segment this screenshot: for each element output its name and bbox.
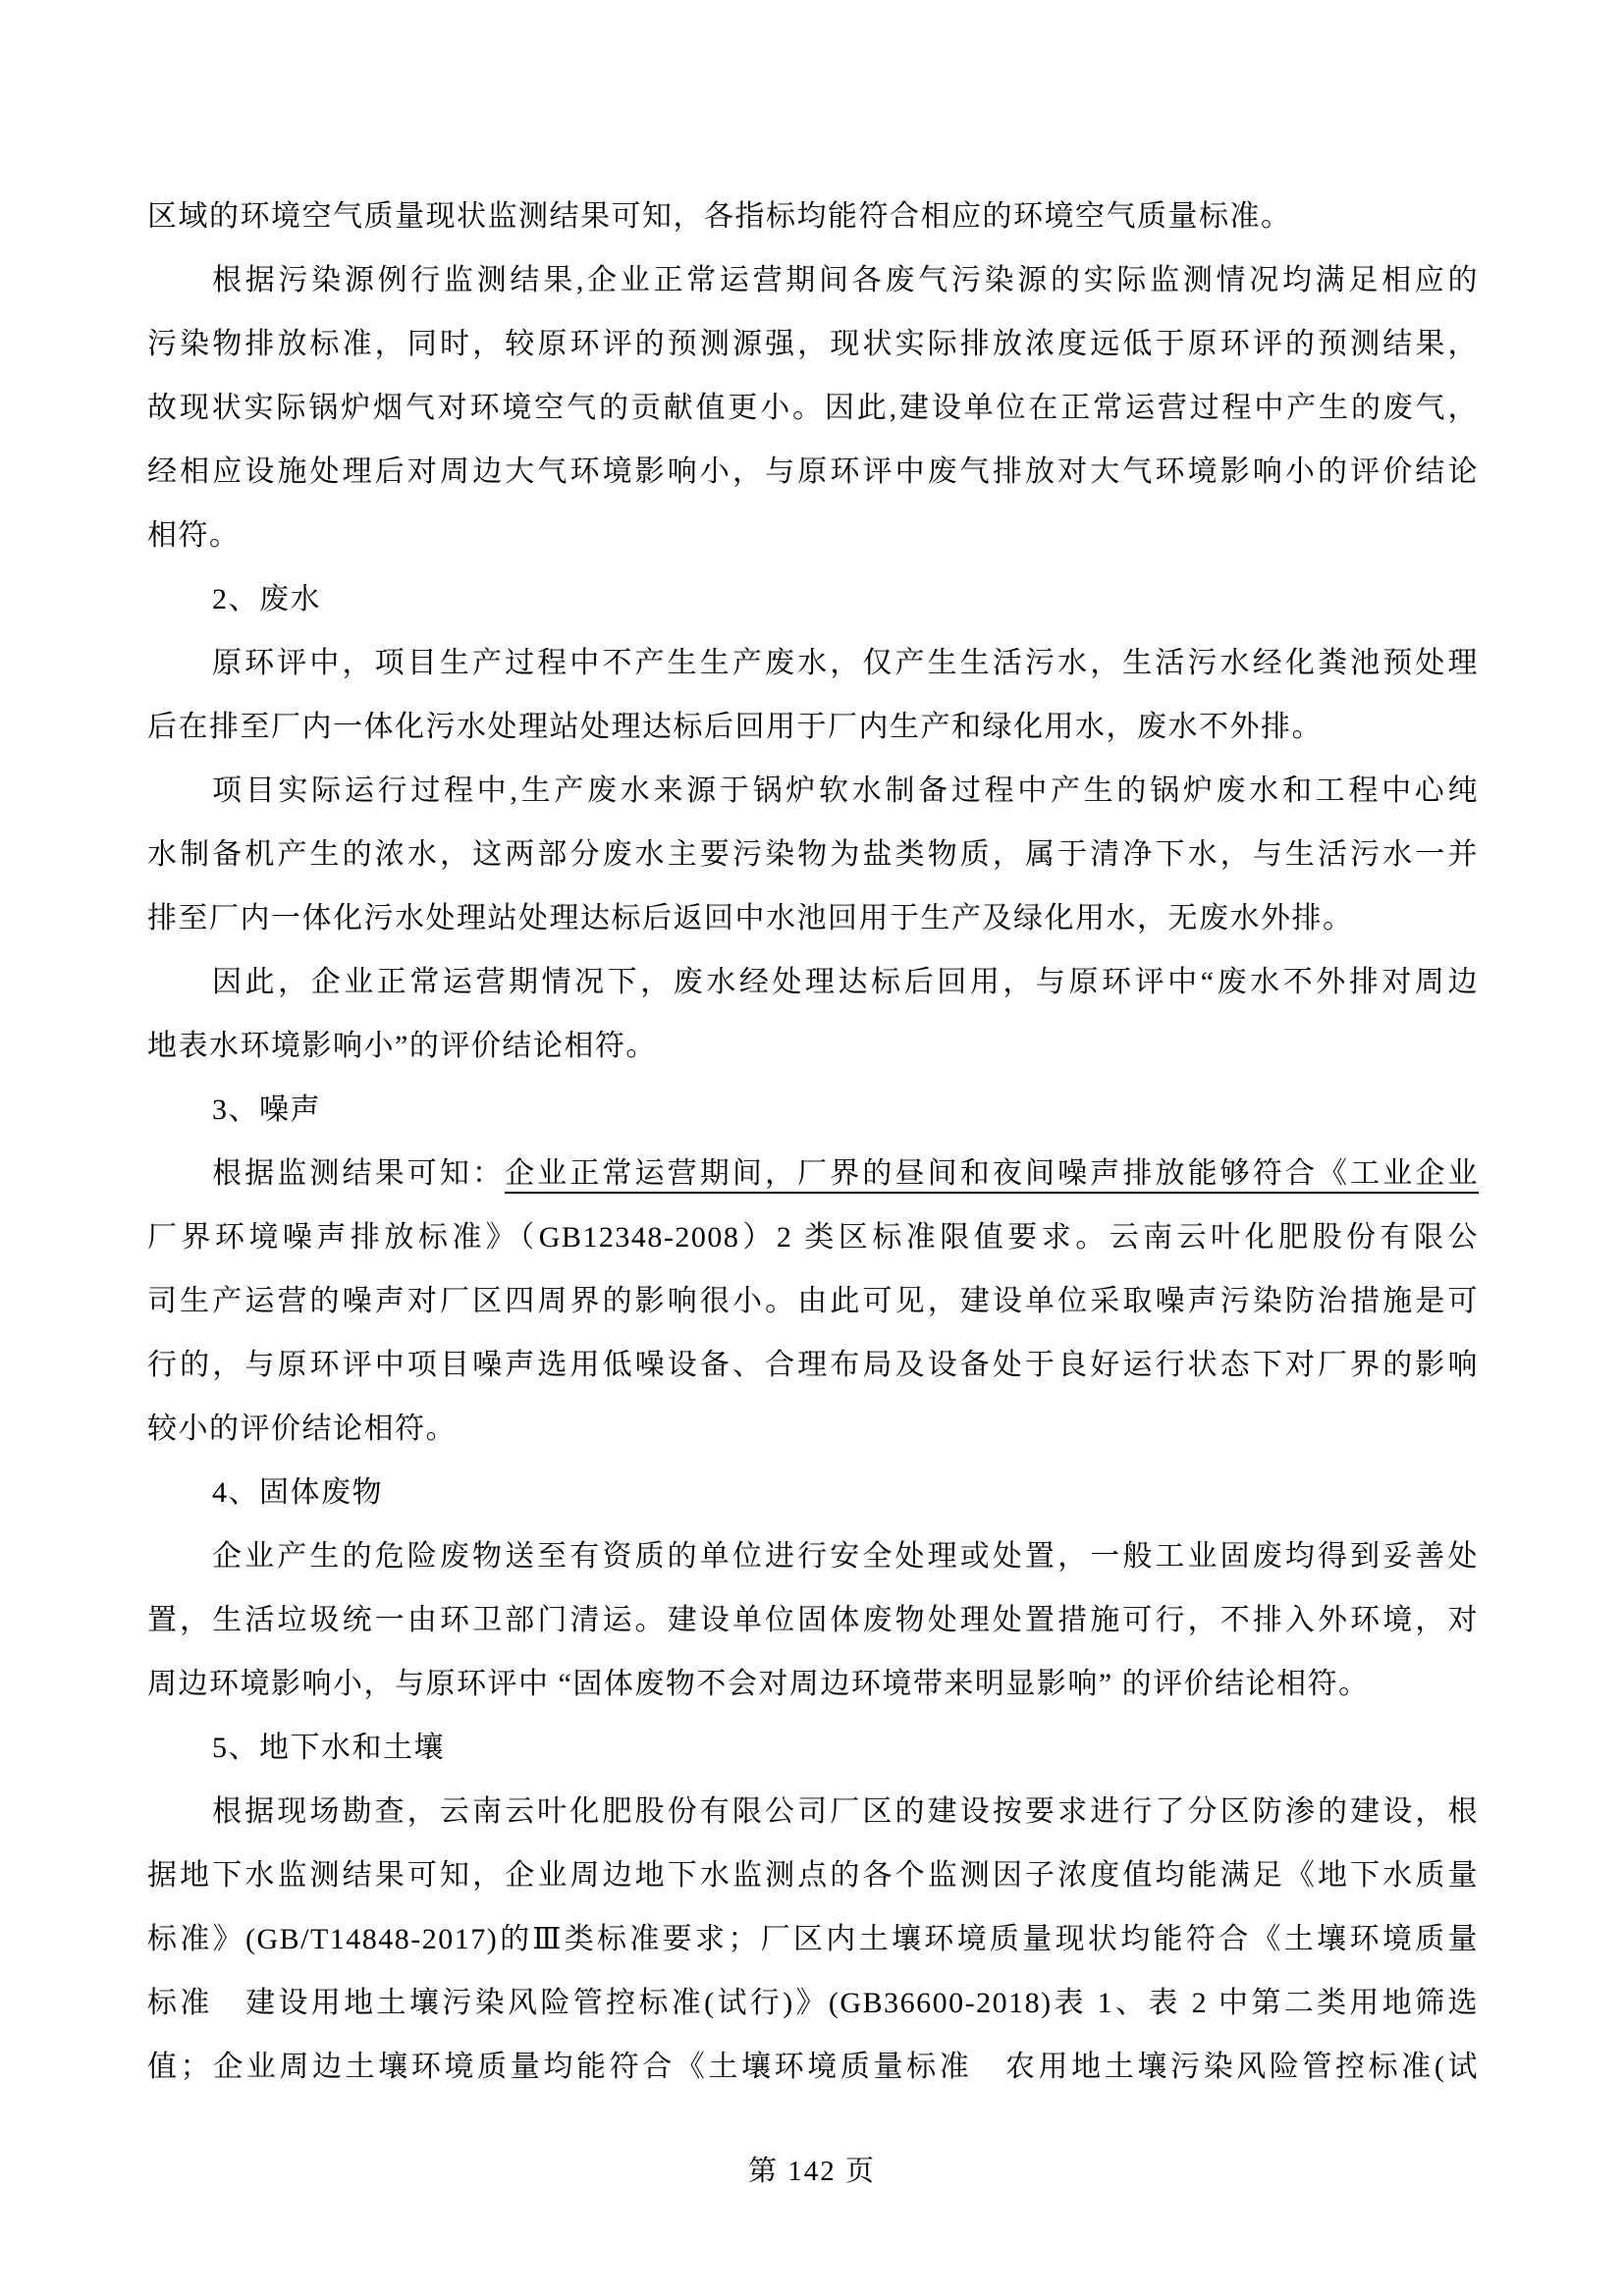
text-line [147, 759, 1479, 823]
page-footer [0, 2152, 1624, 2191]
text-line [147, 695, 1479, 759]
section-heading [147, 567, 1479, 631]
section-heading [147, 1716, 1479, 1780]
text-run: 标准 建设用地土壤污染风险管控标准(试行)》(GB36600-2018)表 1、表 2 中第二类用地筛选 [147, 1987, 1479, 2019]
text-line [147, 1652, 1479, 1716]
text-run: 相符。 [147, 519, 241, 552]
text-run: 据地下水监测结果可知，企业周边地下水监测点的各个监测因子浓度值均能满足《地下水质量 [147, 1859, 1479, 1892]
text-line [147, 2035, 1479, 2099]
text-run: 根据监测结果可知： [212, 1157, 506, 1190]
text-run: 根据现场勘查，云南云叶化肥股份有限公司厂区的建设按要求进行了分区防渗的建设，根 [212, 1795, 1479, 1828]
text-line [147, 950, 1479, 1014]
text-line [147, 440, 1479, 504]
text-line [147, 1907, 1479, 1971]
text-line [147, 504, 1479, 567]
text-line [147, 376, 1479, 440]
text-line [147, 1780, 1479, 1843]
text-run: 司生产运营的噪声对厂区四周界的影响很小。由此可见，建设单位采取噪声污染防治措施是可 [147, 1285, 1479, 1317]
text-line [147, 631, 1479, 695]
text-run: 经相应设施处理后对周边大气环境影响小，与原环评中废气排放对大气环境影响小的评价结论 [147, 455, 1479, 488]
text-run: 值；企业周边土壤环境质量均能符合《土壤环境质量标准 农用地土壤污染风险管控标准(试 [147, 2051, 1479, 2083]
text-run: 区域的环境空气质量现状监测结果可知，各指标均能符合相应的环境空气质量标准。 [147, 200, 1292, 233]
text-run: 排至厂内一体化污水处理站处理达标后返回中水池回用于生产及绿化用水，无废水外排。 [147, 902, 1354, 934]
text-run: 2、废水 [212, 583, 321, 615]
page-number-label: 第 142 页 [747, 2156, 876, 2187]
text-run: 水制备机产生的浓水，这两部分废水主要污染物为盐类物质，属于清净下水，与生活污水一并 [147, 838, 1479, 871]
text-run: 项目实际运行过程中,生产废水来源于锅炉软水制备过程中产生的锅炉废水和工程中心纯 [212, 774, 1479, 807]
text-line [147, 248, 1479, 312]
text-run: 置，生活垃圾统一由环卫部门清运。建设单位固体废物处理处置措施可行，不排入外环境，对 [147, 1604, 1479, 1636]
text-run: 地表水环境影响小”的评价结论相符。 [147, 1030, 657, 1062]
underlined-text: 企业正常运营期间，厂界的昼间和夜间噪声排放能够符合《工业企业 [505, 1157, 1480, 1190]
text-run: 较小的评价结论相符。 [147, 1413, 457, 1445]
text-run: 4、固体废物 [212, 1476, 383, 1509]
text-line [147, 1269, 1479, 1333]
text-line [147, 1397, 1479, 1461]
text-line [147, 185, 1479, 248]
text-run: 企业产生的危险废物送至有资质的单位进行安全处理或处置，一般工业固废均得到妥善处 [212, 1540, 1479, 1573]
text-run: 行的，与原环评中项目噪声选用低噪设备、合理布局及设备处于良好运行状态下对厂界的影响 [147, 1349, 1479, 1381]
text-line [147, 886, 1479, 950]
text-run: 5、地下水和土壤 [212, 1732, 445, 1764]
text-line [147, 823, 1479, 886]
text-run: 3、噪声 [212, 1094, 321, 1126]
text-run: 根据污染源例行监测结果,企业正常运营期间各废气污染源的实际监测情况均满足相应的 [212, 264, 1479, 296]
text-line [147, 1588, 1479, 1652]
text-run: 后在排至厂内一体化污水处理站处理达标后回用于厂内生产和绿化用水，废水不外排。 [147, 711, 1323, 743]
text-run: 故现状实际锅炉烟气对环境空气的贡献值更小。因此,建设单位在正常运营过程中产生的废气， [147, 392, 1479, 424]
text-line [147, 1014, 1479, 1078]
text-run: 因此，企业正常运营期情况下，废水经处理达标后回用，与原环评中“废水不外排对周边 [212, 966, 1479, 998]
text-run: 厂界环境噪声排放标准》（GB12348-2008）2 类区标准限值要求。云南云叶化肥股份有限公 [147, 1221, 1479, 1254]
text-line [147, 1205, 1479, 1269]
section-heading [147, 1461, 1479, 1524]
text-run: 污染物排放标准，同时，较原环评的预测源强，现状实际排放浓度远低于原环评的预测结果， [147, 328, 1479, 360]
section-heading [147, 1078, 1479, 1142]
text-line [147, 1142, 1479, 1205]
text-line [147, 1843, 1479, 1907]
text-line [147, 1333, 1479, 1397]
text-run: 周边环境影响小，与原环评中 “固体废物不会对周边环境带来明显影响” 的评价结论相符。 [147, 1668, 1370, 1700]
text-run: 标准》(GB/T14848-2017)的Ⅲ类标准要求；厂区内土壤环境质量现状均能符合《土壤环境质量 [147, 1923, 1479, 1955]
text-run: 原环评中，项目生产过程中不产生生产废水，仅产生生活污水，生活污水经化粪池预处理 [212, 647, 1479, 679]
document-body [147, 185, 1479, 2099]
text-line [147, 1524, 1479, 1588]
text-line [147, 1971, 1479, 2035]
text-line [147, 312, 1479, 376]
